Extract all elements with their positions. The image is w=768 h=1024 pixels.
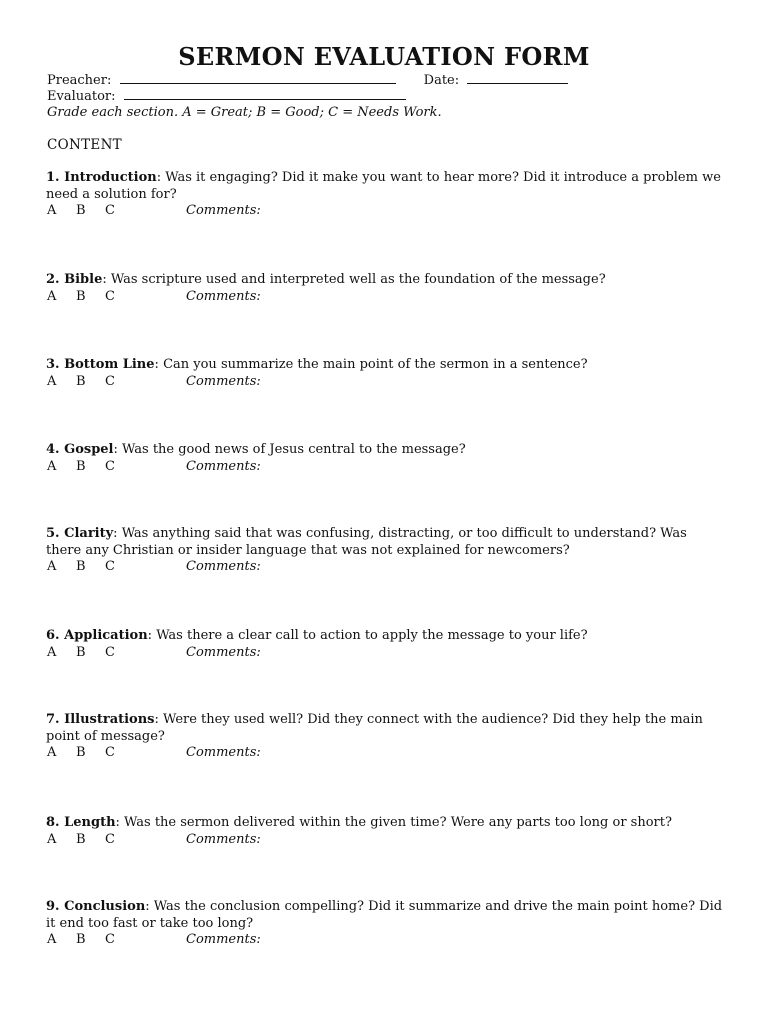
date-field[interactable] <box>467 72 568 84</box>
grade-option-b[interactable]: B <box>76 288 86 304</box>
grade-option-b[interactable]: B <box>76 745 86 760</box>
item-heading <box>46 442 114 457</box>
grade-row <box>46 832 726 848</box>
item-question: Was there a clear call to action to apply the message to your life? <box>156 628 588 643</box>
item-number: 8. <box>46 815 60 830</box>
form-title: SERMON EVALUATION FORM <box>178 42 590 71</box>
item-question: Was the sermon delivered within the given time? Were any parts too long or short? <box>124 815 672 830</box>
grade-option-a[interactable]: A <box>47 458 57 474</box>
item-name: Clarity <box>64 526 114 541</box>
item-number: 9. <box>46 899 60 914</box>
item-question-text: 2. Bible: Was scripture used and interpreted well as the foundation of the message? <box>46 272 606 287</box>
preacher-date-row <box>47 72 568 89</box>
item-question-text: 5. Clarity: Was anything said that was confusing, distracting, or too difficult to understand? Was there any Christian or insider language that was not explained for newcomers? <box>46 526 687 558</box>
item-question: Was anything said that was confusing, distracting, or too difficult to understand? Was there any Christian or insider language that was not explained for newcomers? <box>46 526 687 558</box>
grade-option-c[interactable]: C <box>105 644 115 660</box>
item-name: Application <box>64 628 148 643</box>
grade-option-b[interactable]: B <box>76 559 86 574</box>
grade-option-a[interactable]: A <box>47 203 57 218</box>
comments-label: Comments: <box>186 203 261 218</box>
grade-row <box>46 745 726 761</box>
item-question: Was the conclusion compelling? Did it summarize and drive the main point home? Did it end too fast or take too long? <box>46 899 723 931</box>
item-question-text: 4. Gospel: Was the good news of Jesus central to the message? <box>46 442 466 457</box>
item-question-text: 9. Conclusion: Was the conclusion compelling? Did it summarize and drive the main point home? Did it end too fast or take too long? <box>46 899 723 931</box>
evaluator-label: Evaluator: <box>47 89 116 104</box>
item-question: Can you summarize the main point of the sermon in a sentence? <box>163 357 588 372</box>
evaluation-item <box>46 712 726 761</box>
grade-option-a[interactable]: A <box>47 288 57 304</box>
evaluation-item <box>46 628 726 661</box>
item-number: 4. <box>46 442 60 457</box>
grade-option-b[interactable]: B <box>76 831 86 847</box>
grade-option-a[interactable]: A <box>47 373 57 389</box>
item-name: Illustrations <box>64 712 155 727</box>
item-name: Bible <box>64 272 103 287</box>
comments-label: Comments: <box>186 745 261 760</box>
item-name: Bottom Line <box>64 357 155 372</box>
grade-option-c[interactable]: C <box>105 458 115 474</box>
grade-option-a[interactable]: A <box>47 831 57 847</box>
grade-option-c[interactable]: C <box>105 373 115 389</box>
grade-option-c[interactable]: C <box>105 288 115 304</box>
item-question-text: 1. Introduction: Was it engaging? Did it make you want to hear more? Did it introduce a problem we need a solution for? <box>46 170 721 202</box>
item-number: 5. <box>46 526 60 541</box>
grade-option-a[interactable]: A <box>47 644 57 660</box>
item-name: Length <box>64 815 116 830</box>
item-question-text: 8. Length: Was the sermon delivered within the given time? Were any parts too long or short? <box>46 815 672 830</box>
grade-row <box>46 559 726 575</box>
grade-row <box>46 289 726 305</box>
grade-option-c[interactable]: C <box>105 203 115 218</box>
preacher-field[interactable] <box>120 72 396 84</box>
item-number: 6. <box>46 628 60 643</box>
item-name: Introduction <box>64 170 157 185</box>
item-heading <box>46 815 116 830</box>
evaluation-item <box>46 899 726 948</box>
grade-option-c[interactable]: C <box>105 831 115 847</box>
item-name: Gospel <box>64 442 114 457</box>
item-heading <box>46 526 113 541</box>
grade-option-b[interactable]: B <box>76 373 86 389</box>
grade-option-c[interactable]: C <box>105 932 115 947</box>
item-number: 1. <box>46 170 60 185</box>
grade-option-a[interactable]: A <box>47 559 57 574</box>
grade-option-b[interactable]: B <box>76 932 86 947</box>
item-heading <box>46 170 157 185</box>
item-number: 2. <box>46 272 60 287</box>
evaluation-item <box>46 526 726 575</box>
evaluation-item <box>46 170 726 219</box>
preacher-label: Preacher: <box>47 73 112 88</box>
item-name: Conclusion <box>64 899 146 914</box>
grade-option-b[interactable]: B <box>76 458 86 474</box>
item-heading <box>46 899 145 914</box>
content-section-label: CONTENT <box>47 137 122 153</box>
grade-row <box>46 932 726 948</box>
grade-row <box>46 645 726 661</box>
grade-option-c[interactable]: C <box>105 559 115 574</box>
grade-option-a[interactable]: A <box>47 745 57 760</box>
grading-instructions: Grade each section. A = Great; B = Good; C = Needs Work. <box>47 105 442 120</box>
item-number: 3. <box>46 357 60 372</box>
item-question-text: 7. Illustrations: Were they used well? Did they connect with the audience? Did they help the main point of message? <box>46 712 703 744</box>
grade-row <box>46 203 726 219</box>
comments-label: Comments: <box>186 373 261 389</box>
grade-option-b[interactable]: B <box>76 644 86 660</box>
evaluation-item <box>46 442 726 475</box>
grade-option-b[interactable]: B <box>76 203 86 218</box>
grade-row <box>46 459 726 475</box>
item-heading <box>46 628 148 643</box>
grade-option-c[interactable]: C <box>105 745 115 760</box>
comments-label: Comments: <box>186 458 261 474</box>
date-label: Date: <box>423 73 460 88</box>
item-number: 7. <box>46 712 60 727</box>
evaluation-item <box>46 357 726 390</box>
item-heading <box>46 357 155 372</box>
item-question-text: 3. Bottom Line: Can you summarize the main point of the sermon in a sentence? <box>46 357 588 372</box>
grade-option-a[interactable]: A <box>47 932 57 947</box>
comments-label: Comments: <box>186 559 261 574</box>
evaluation-item <box>46 272 726 305</box>
evaluator-row <box>47 88 406 105</box>
item-heading <box>46 712 155 727</box>
item-question: Was scripture used and interpreted well as the foundation of the message? <box>110 272 606 287</box>
item-heading <box>46 272 102 287</box>
item-question-text: 6. Application: Was there a clear call to action to apply the message to your life? <box>46 628 588 643</box>
comments-label: Comments: <box>186 288 261 304</box>
item-question: Was it engaging? Did it make you want to hear more? Did it introduce a problem we need a solution for? <box>46 170 721 202</box>
evaluator-field[interactable] <box>124 88 406 100</box>
item-question: Were they used well? Did they connect with the audience? Did they help the main point of message? <box>46 712 703 744</box>
comments-label: Comments: <box>186 644 261 660</box>
comments-label: Comments: <box>186 932 261 947</box>
item-question: Was the good news of Jesus central to the message? <box>122 442 466 457</box>
grade-row <box>46 374 726 390</box>
evaluation-item <box>46 815 726 848</box>
comments-label: Comments: <box>186 831 261 847</box>
